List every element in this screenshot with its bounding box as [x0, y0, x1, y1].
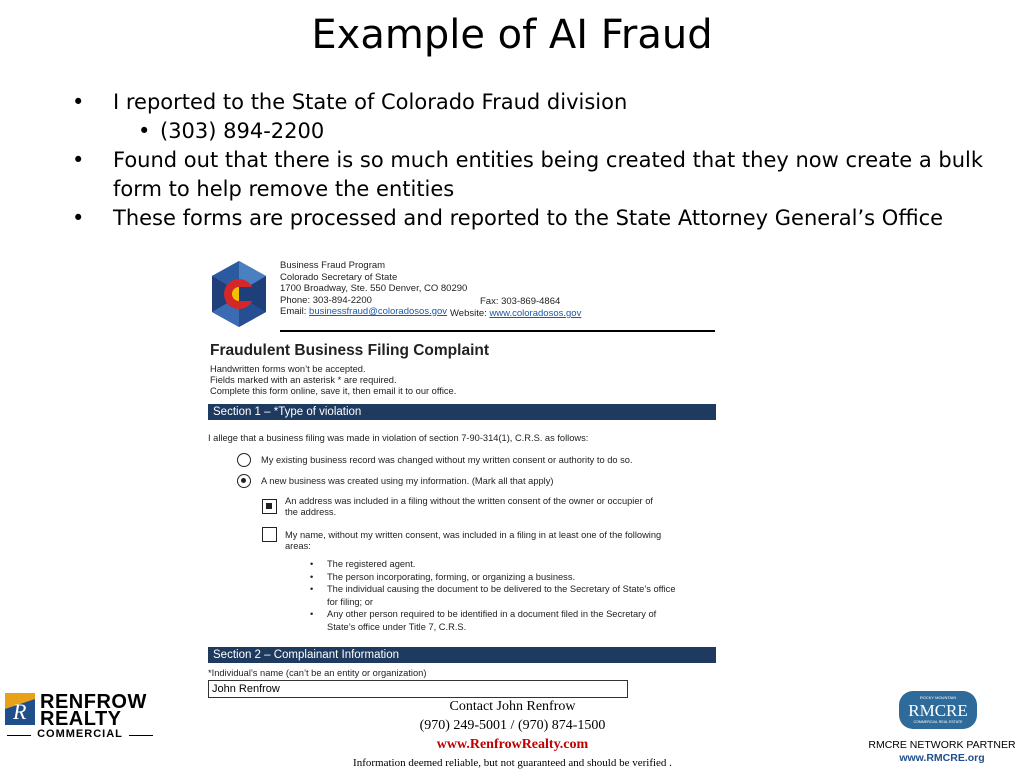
individual-name-field[interactable]: John Renfrow	[208, 680, 628, 698]
list-item: • The individual causing the document to be delivered to the Secretary of State’s office	[310, 584, 676, 594]
svg-text:COMMERCIAL REAL ESTATE: COMMERCIAL REAL ESTATE	[913, 720, 963, 724]
network-partner	[862, 739, 1022, 765]
slide-title: Example of AI Fraud	[311, 12, 713, 58]
areas-list	[310, 558, 676, 633]
website-link[interactable]: www.coloradosos.gov	[489, 308, 582, 319]
fax-number: Fax: 303-869-4864	[480, 296, 561, 307]
logo-text-realty: REALTY	[40, 708, 122, 730]
section-1-header: Section 1 – *Type of violation	[208, 404, 716, 420]
form-instructions: Handwritten forms won’t be accepted. Fields marked with an asterisk * are required. Complete this form online, save it, then email it to our office.	[210, 364, 457, 396]
partner-label: RMCRE NETWORK PARTNER	[868, 739, 1016, 751]
bullet-item: • I reported to the State of Colorado Fraud division	[58, 88, 998, 117]
rmcre-logo	[898, 690, 978, 730]
bullet-item: • These forms are processed and reported to the State Attorney General’s Office	[58, 204, 998, 233]
bullet-dot: •	[72, 206, 85, 230]
list-item: • The person incorporating, forming, or organizing a business.	[310, 571, 576, 582]
form-title: Fraudulent Business Filing Complaint	[210, 342, 490, 359]
list-item: • Any other person required to be identified in a document filed in the Secretary of	[310, 609, 657, 619]
partner-url[interactable]: www.RMCRE.org	[899, 752, 985, 764]
contact-block	[340, 697, 685, 773]
list-item: • The registered agent.	[310, 559, 416, 569]
website-line: Website: www.coloradosos.gov	[450, 308, 582, 319]
contact-phones: (970) 249-5001 / (970) 874-1500	[419, 718, 606, 733]
option-2-radio[interactable]	[237, 474, 251, 488]
bullet-dot: •	[138, 119, 151, 143]
list-item-continuation: for filing; or	[327, 596, 373, 607]
contact-name: Contact John Renfrow	[449, 699, 576, 714]
form-header-contact: Business Fraud Program Colorado Secretary of State 1700 Broadway, Ste. 550 Denver, CO 80290 Phone: 303-894-2200 Email: businessfraud@coloradosos.gov	[280, 260, 468, 317]
contact-website[interactable]: www.RenfrowRealty.com	[436, 737, 589, 752]
allegation-text: I allege that a business filing was made in violation of section 7-90-314(1), C.R.S. as follows:	[208, 433, 589, 443]
contact-disclaimer: Information deemed reliable, but not guaranteed and should be verified .	[353, 757, 672, 769]
option-2-label: A new business was created using my information. (Mark all that apply)	[261, 476, 554, 486]
sub-bullet-item: • (303) 894-2200	[58, 117, 998, 146]
header-divider	[280, 330, 715, 332]
svg-text:ROCKY MOUNTAIN: ROCKY MOUNTAIN	[919, 695, 957, 700]
bullet-dot: •	[72, 148, 85, 172]
renfrow-realty-logo	[5, 692, 157, 742]
email-link[interactable]: businessfraud@coloradosos.gov	[309, 306, 448, 317]
renfrow-r-icon	[5, 693, 35, 725]
address-checkbox[interactable]	[262, 499, 277, 514]
name-checkbox-label: My name, without my written consent, was included in a filing in at least one of the following areas:	[285, 530, 662, 551]
option-1-radio[interactable]	[237, 453, 251, 467]
logo-text-renfrow: RENFROW	[40, 691, 147, 713]
bullet-list	[58, 88, 998, 233]
option-1-label: My existing business record was changed without my written consent or authority to do so.	[261, 455, 633, 465]
svg-text:RMCRE: RMCRE	[908, 701, 968, 720]
address-checkbox-label: An address was included in a filing without the written consent of the owner or occupier of the address.	[285, 496, 653, 517]
fraud-complaint-form-image	[205, 254, 717, 702]
bullet-dot: •	[72, 90, 85, 114]
logo-text-commercial: COMMERCIAL	[37, 728, 123, 740]
section-2-header: Section 2 – Complainant Information	[208, 647, 716, 663]
colorado-sos-logo	[208, 259, 270, 329]
bullet-item: • Found out that there is so much entities being created that they now create a bulk form to help remove the entities	[72, 148, 984, 201]
svg-text:R: R	[13, 699, 27, 724]
list-item-continuation: State’s office under Title 7, C.R.S.	[327, 621, 467, 632]
logo-rule-right	[129, 735, 153, 736]
name-field-label: *Individual’s name (can’t be an entity or organization)	[208, 668, 427, 678]
name-checkbox[interactable]	[262, 527, 277, 542]
